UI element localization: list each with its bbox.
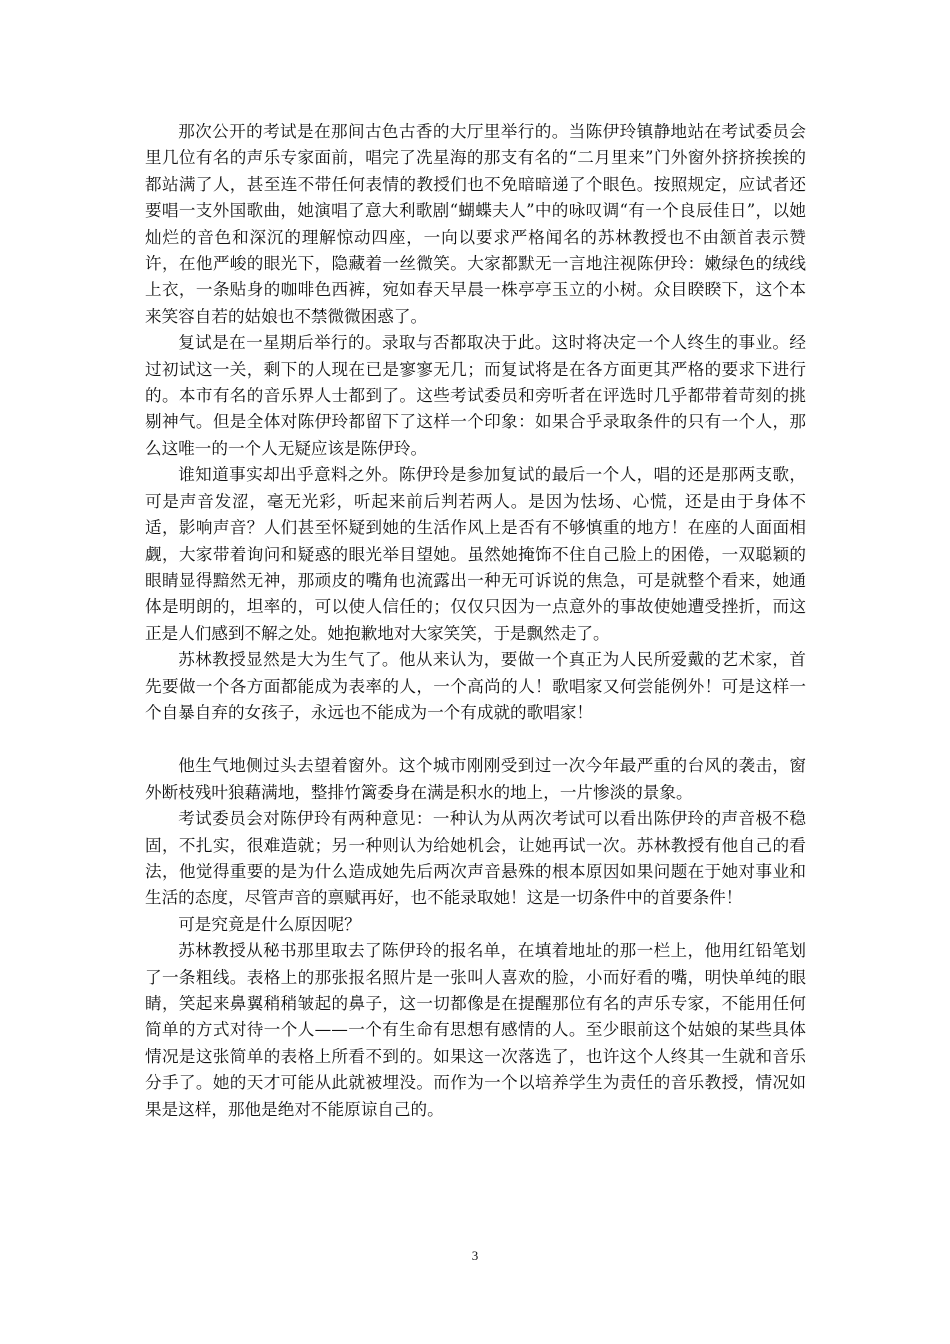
paragraph-registration-form: 苏林教授从秘书那里取去了陈伊玲的报名单，在填着地址的那一栏上，他用红铅笔划了一条粗线。表格上的那张报名照片是一张叫人喜欢的脸，小而好看的嘴，明快单纯的眼睛，笑起来鼻翼稍稍皱起的鼻子，这一切都像是在提醒那位有名的声乐专家，不能用任何简单的方式对待一个人——一个有生命有思想有感情的人。至少眼前这个姑娘的某些具体情况是这张简单的表格上所看不到的。如果这一次落选了，也许这个人终其一生就和音乐分手了。她的天才可能从此就被埋没。而作为一个以培养学生为责任的音乐教授，情况如果是这样，那他是绝对不能原谅自己的。 xyxy=(145,941,806,1119)
paragraph-committee: 考试委员会对陈伊玲有两种意见：一种认为从两次考试可以看出陈伊玲的声音极不稳固，不扎实，很难造就；另一种则认为给她机会，让她再试一次。苏林教授有他自己的看法，他觉得重要的是为什么造成她先后两次声音悬殊的根本原因如果问题在于她对事业和生活的态度，尽管声音的禀赋再好，也不能录取她！这是一切条件中的首要条件！ xyxy=(145,809,806,908)
paragraph-window: 他生气地侧过头去望着窗外。这个城市刚刚受到过一次今年最严重的台风的袭击，窗外断枝残叶狼藉满地，整排竹篱委身在满是积水的地上，一片惨淡的景象。 xyxy=(145,756,806,802)
page-number: 3 xyxy=(471,1248,479,1263)
body-text xyxy=(145,119,806,1123)
paragraph-professor-angry: 苏林教授显然是大为生气了。他从来认为，要做一个真正为人民所爱戴的艺术家，首先要做一个各方面都能成为表率的人，一个高尚的人！歌唱家又何尝能例外！可是这样一个自暴自弃的女孩子，永远也不能成为一个有成就的歌唱家！ xyxy=(145,650,806,722)
paragraph-unexpected: 谁知道事实却出乎意料之外。陈伊玲是参加复试的最后一个人，唱的还是那两支歌，可是声音发涩，毫无光彩，听起来前后判若两人。是因为怯场、心慌，还是由于身体不适，影响声音？人们甚至怀疑到她的生活作风上是否有不够慎重的地方！在座的人面面相觑，大家带着询问和疑惑的眼光举目望她。虽然她掩饰不住自己脸上的困倦，一双聪颖的眼睛显得黯然无神，那顽皮的嘴角也流露出一种无可诉说的焦急，可是就整个看来，她通体是明朗的，坦率的，可以使人信任的；仅仅只因为一点意外的事故使她遭受挫折，而这正是人们感到不解之处。她抱歉地对大家笑笑，于是飘然走了。 xyxy=(145,465,806,643)
paragraph-question: 可是究竟是什么原因呢？ xyxy=(178,914,361,934)
paragraph-retest: 复试是在一星期后举行的。录取与否都取决于此。这时将决定一个人终生的事业。经过初试这一关，剩下的人现在已是寥寥无几；而复试将是在各方面更其严格的要求下进行的。本市有名的音乐界人士都到了。这些考试委员和旁听者在评选时几乎都带着苛刻的挑剔神气。但是全体对陈伊玲都留下了这样一个印象：如果合乎录取条件的只有一个人，那么这唯一的一个人无疑应该是陈伊玲。 xyxy=(145,333,806,458)
paragraph-exam: 那次公开的考试是在那间古色古香的大厅里举行的。当陈伊玲镇静地站在考试委员会里几位有名的声乐专家面前，唱完了冼星海的那支有名的“二月里来”门外窗外挤挤挨挨的都站满了人，甚至连不带任何表情的教授们也不免暗暗递了个眼色。按照规定，应试者还要唱一支外国歌曲，她演唱了意大利歌剧“蝴蝶夫人”中的咏叹调“有一个良辰佳日”，以她灿烂的音色和深沉的理解惊动四座，一向以要求严格闻名的苏林教授也不由颔首表示赞许，在他严峻的眼光下，隐藏着一丝微笑。大家都默无一言地注视陈伊玲：嫩绿色的绒线上衣，一条贴身的咖啡色西裤，宛如春天早晨一株亭亭玉立的小树。众目睽睽下，这个本来笑容自若的姑娘也不禁微微困惑了。 xyxy=(145,122,806,326)
paragraph-spacer xyxy=(145,726,806,753)
